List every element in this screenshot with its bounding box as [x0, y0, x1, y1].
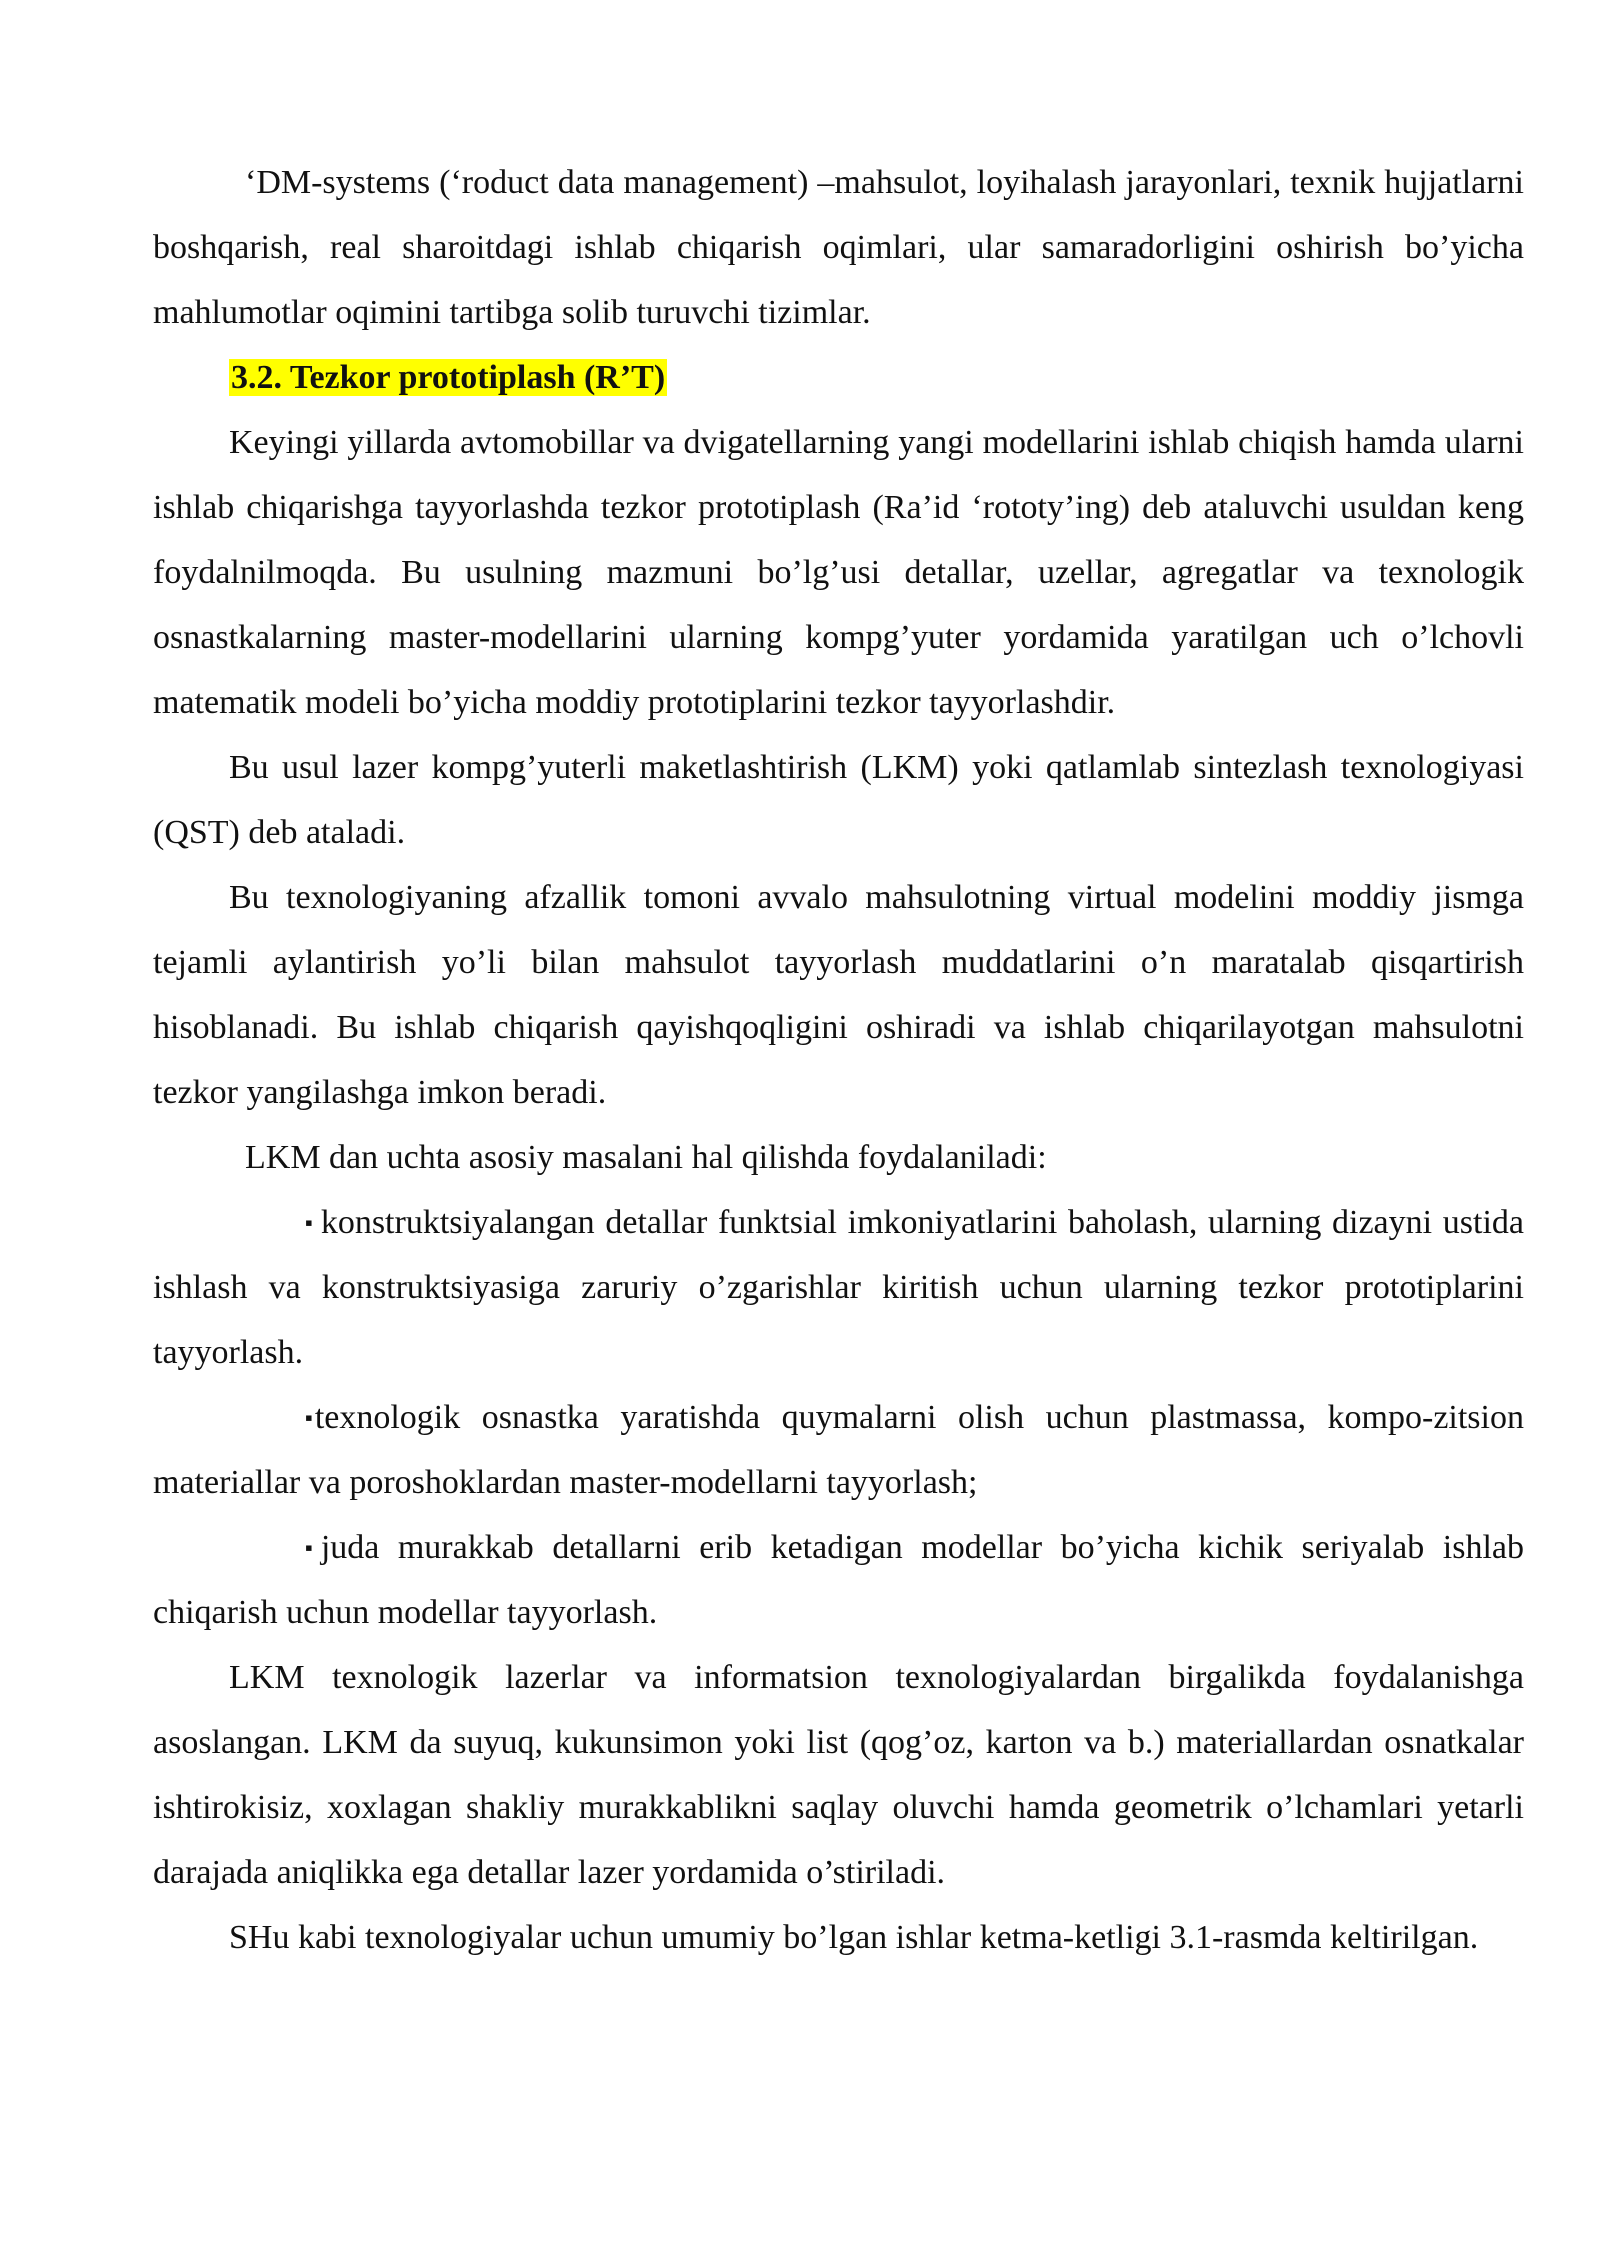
section-heading-wrapper — [153, 345, 1524, 410]
paragraph-lkm-lasers: LKM texnologik lazerlar va informatsion texnologiyalardan birgalikda foydalanishga asoslangan. LKM da suyuq, kukunsimon yoki list (qog’oz, karton va b.) materiallardan osnatkalar ishtirokisiz, xoxlagan shakliy murakkablikni saqlay oluvchi hamda geometrik o’lchamlari yetarli darajada aniqlikka ega detallar lazer yordamida o’stiriladi. — [153, 1659, 1524, 1891]
bullet-item-1 — [153, 1190, 1524, 1385]
bullet-item-2-text: texnologik osnastka yaratishda quymalarni olish uchun plastmassa, kompo-zitsion materiallar va poroshoklardan master-modellarni tayyorlash; — [153, 1399, 1524, 1501]
bullet-item-3 — [153, 1515, 1524, 1645]
bullet-item-1-text: konstruktsiyalangan detallar funktsial imkoniyatlarini baholash, ularning dizayni ustida ishlash va konstruktsiyasiga zaruriy o’zgarishlar kiritish uchun ularning tezkor prototiplarini tayyorlash. — [153, 1204, 1524, 1371]
section-heading: 3.2. Tezkor prototiplash (R’T) — [231, 359, 666, 396]
paragraph-pdm-definition: ‘DM-systems (‘roduct data management) –mahsulot, loyihalash jarayonlari, texnik hujjatlarni boshqarish, real sharoitdagi ishlab chiqarish oqimlari, ular samaradorligini oshirish bo’yicha mahlumotlar oqimini tartibga solib turuvchi tizimlar. — [153, 164, 1524, 331]
bullet-marker: ▪ — [305, 1535, 313, 1560]
bullet-item-2 — [153, 1385, 1524, 1515]
paragraph-rapid-prototyping-intro: Keyingi yillarda avtomobillar va dvigatellarning yangi modellarini ishlab chiqish hamda ularni ishlab chiqarishga tayyorlashda tezkor prototiplash (Ra’id ‘rototy’ing) deb ataluvchi usuldan keng foydalnilmoqda. Bu usulning mazmuni bo’lg’usi detallar, uzellar, agregatlar va texnologik osnastkalarning master-modellarini ularning kompg’yuter yordamida yaratilgan uch o’lchovli matematik modeli bo’yicha moddiy prototiplarini tezkor tayyorlashdir. — [153, 424, 1524, 721]
paragraph-lkm-definition: Bu usul lazer kompg’yuterli maketlashtirish (LKM) yoki qatlamlab sintezlash texnologiyasi (QST) deb ataladi. — [153, 749, 1524, 851]
bullet-marker: ▪ — [305, 1210, 313, 1235]
bullet-marker: ▪ — [305, 1405, 313, 1430]
paragraph-figure-reference: SHu kabi texnologiyalar uchun umumiy bo’lgan ishlar ketma-ketligi 3.1-rasmda keltirilgan. — [229, 1919, 1479, 1956]
paragraph-technology-advantage: Bu texnologiyaning afzallik tomoni avvalo mahsulotning virtual modelini moddiy jismga tejamli aylantirish yo’li bilan mahsulot tayyorlash muddatlarini o’n maratalab qisqartirish hisoblanadi. Bu ishlab chiqarish qayishqoqligini oshiradi va ishlab chiqarilayotgan mahsulotni tezkor yangilashga imkon beradi. — [153, 879, 1524, 1111]
document-page — [153, 150, 1524, 1970]
bullet-item-3-text: juda murakkab detallarni erib ketadigan modellar bo’yicha kichik seriyalab ishlab chiqarish uchun modellar tayyorlash. — [153, 1529, 1524, 1631]
paragraph-lkm-tasks-intro: LKM dan uchta asosiy masalani hal qilishda foydalaniladi: — [245, 1139, 1047, 1176]
